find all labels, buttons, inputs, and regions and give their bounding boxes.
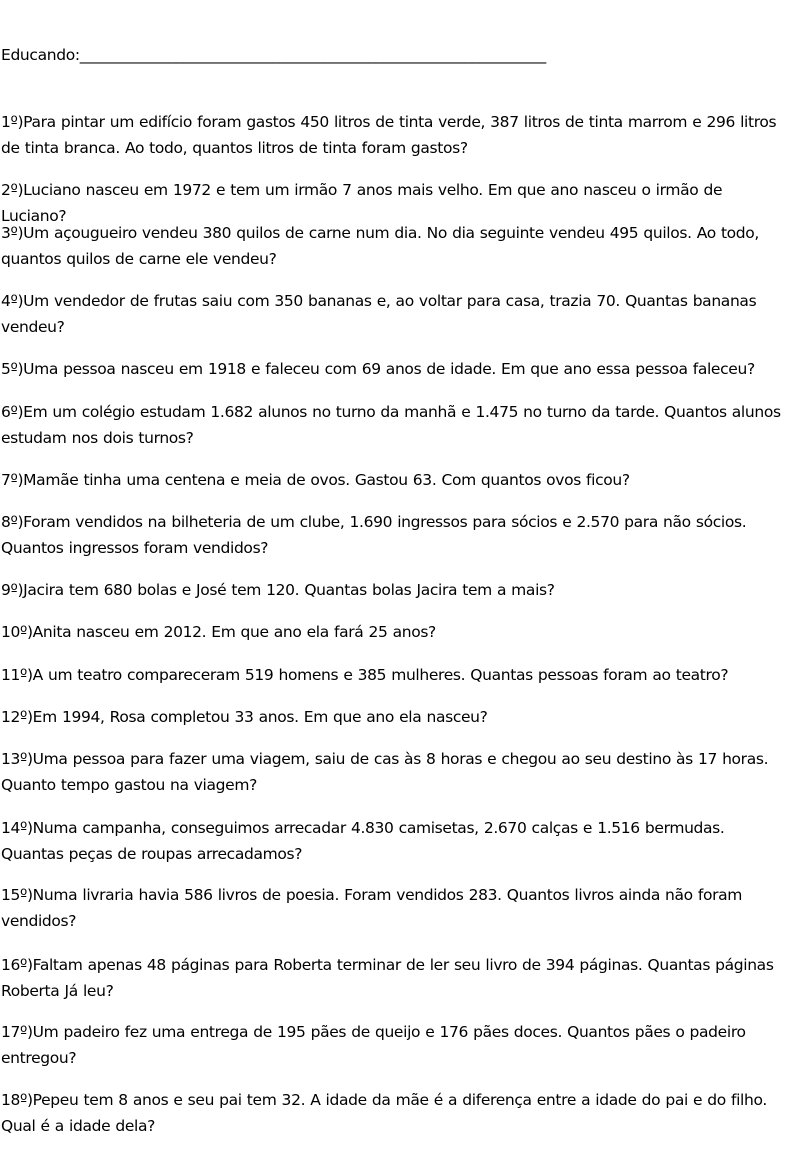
question-11: 11º)A um teatro compareceram 519 homens e 385 mulheres. Quantas pessoas foram ao teatro? xyxy=(1,666,729,684)
question-17: 17º)Um padeiro fez uma entrega de 195 pães de queijo e 176 pães doces. Quantos pães o padeiro entregou? xyxy=(1,1023,746,1067)
question-10: 10º)Anita nasceu em 2012. Em que ano ela fará 25 anos? xyxy=(1,623,436,641)
question-16: 16º)Faltam apenas 48 páginas para Roberta terminar de ler seu livro de 394 páginas. Quantas páginas Roberta Já leu? xyxy=(1,956,774,1000)
question-6: 6º)Em um colégio estudam 1.682 alunos no turno da manhã e 1.475 no turno da tarde. Quantos alunos estudam nos dois turnos? xyxy=(1,403,781,447)
question-3: 3º)Um açougueiro vendeu 380 quilos de carne num dia. No dia seguinte vendeu 495 quilos. Ao todo, quantos quilos de carne ele vendeu? xyxy=(1,224,759,268)
question-13: 13º)Uma pessoa para fazer uma viagem, saiu de cas às 8 horas e chegou ao seu destino às 17 horas. Quanto tempo gastou na viagem? xyxy=(1,750,769,794)
question-2: 2º)Luciano nasceu em 1972 e tem um irmão 7 anos mais velho. Em que ano nasceu o irmão de Luciano? xyxy=(1,181,723,225)
question-15: 15º)Numa livraria havia 586 livros de poesia. Foram vendidos 283. Quantos livros ainda não foram vendidos? xyxy=(1,886,743,930)
question-5: 5º)Uma pessoa nasceu em 1918 e faleceu com 69 anos de idade. Em que ano essa pessoa faleceu? xyxy=(1,360,755,378)
question-8: 8º)Foram vendidos na bilheteria de um clube, 1.690 ingressos para sócios e 2.570 para não sócios. Quantos ingressos foram vendidos? xyxy=(1,513,747,557)
student-name-line: Educando:_______________________________________________________________ xyxy=(1,46,546,64)
question-18: 18º)Pepeu tem 8 anos e seu pai tem 32. A idade da mãe é a diferença entre a idade do pai e do filho. Qual é a idade dela? xyxy=(1,1091,767,1135)
question-4: 4º)Um vendedor de frutas saiu com 350 bananas e, ao voltar para casa, trazia 70. Quantas bananas vendeu? xyxy=(1,292,757,336)
question-1: 1º)Para pintar um edifício foram gastos 450 litros de tinta verde, 387 litros de tinta marrom e 296 litros de tinta branca. Ao todo, quantos litros de tinta foram gastos? xyxy=(1,113,777,157)
question-12: 12º)Em 1994, Rosa completou 33 anos. Em que ano ela nasceu? xyxy=(1,708,488,726)
question-9: 9º)Jacira tem 680 bolas e José tem 120. Quantas bolas Jacira tem a mais? xyxy=(1,581,555,599)
question-7: 7º)Mamãe tinha uma centena e meia de ovos. Gastou 63. Com quantos ovos ficou? xyxy=(1,471,630,489)
question-14: 14º)Numa campanha, conseguimos arrecadar 4.830 camisetas, 2.670 calças e 1.516 bermudas. Quantas peças de roupas arrecadamos? xyxy=(1,819,725,863)
